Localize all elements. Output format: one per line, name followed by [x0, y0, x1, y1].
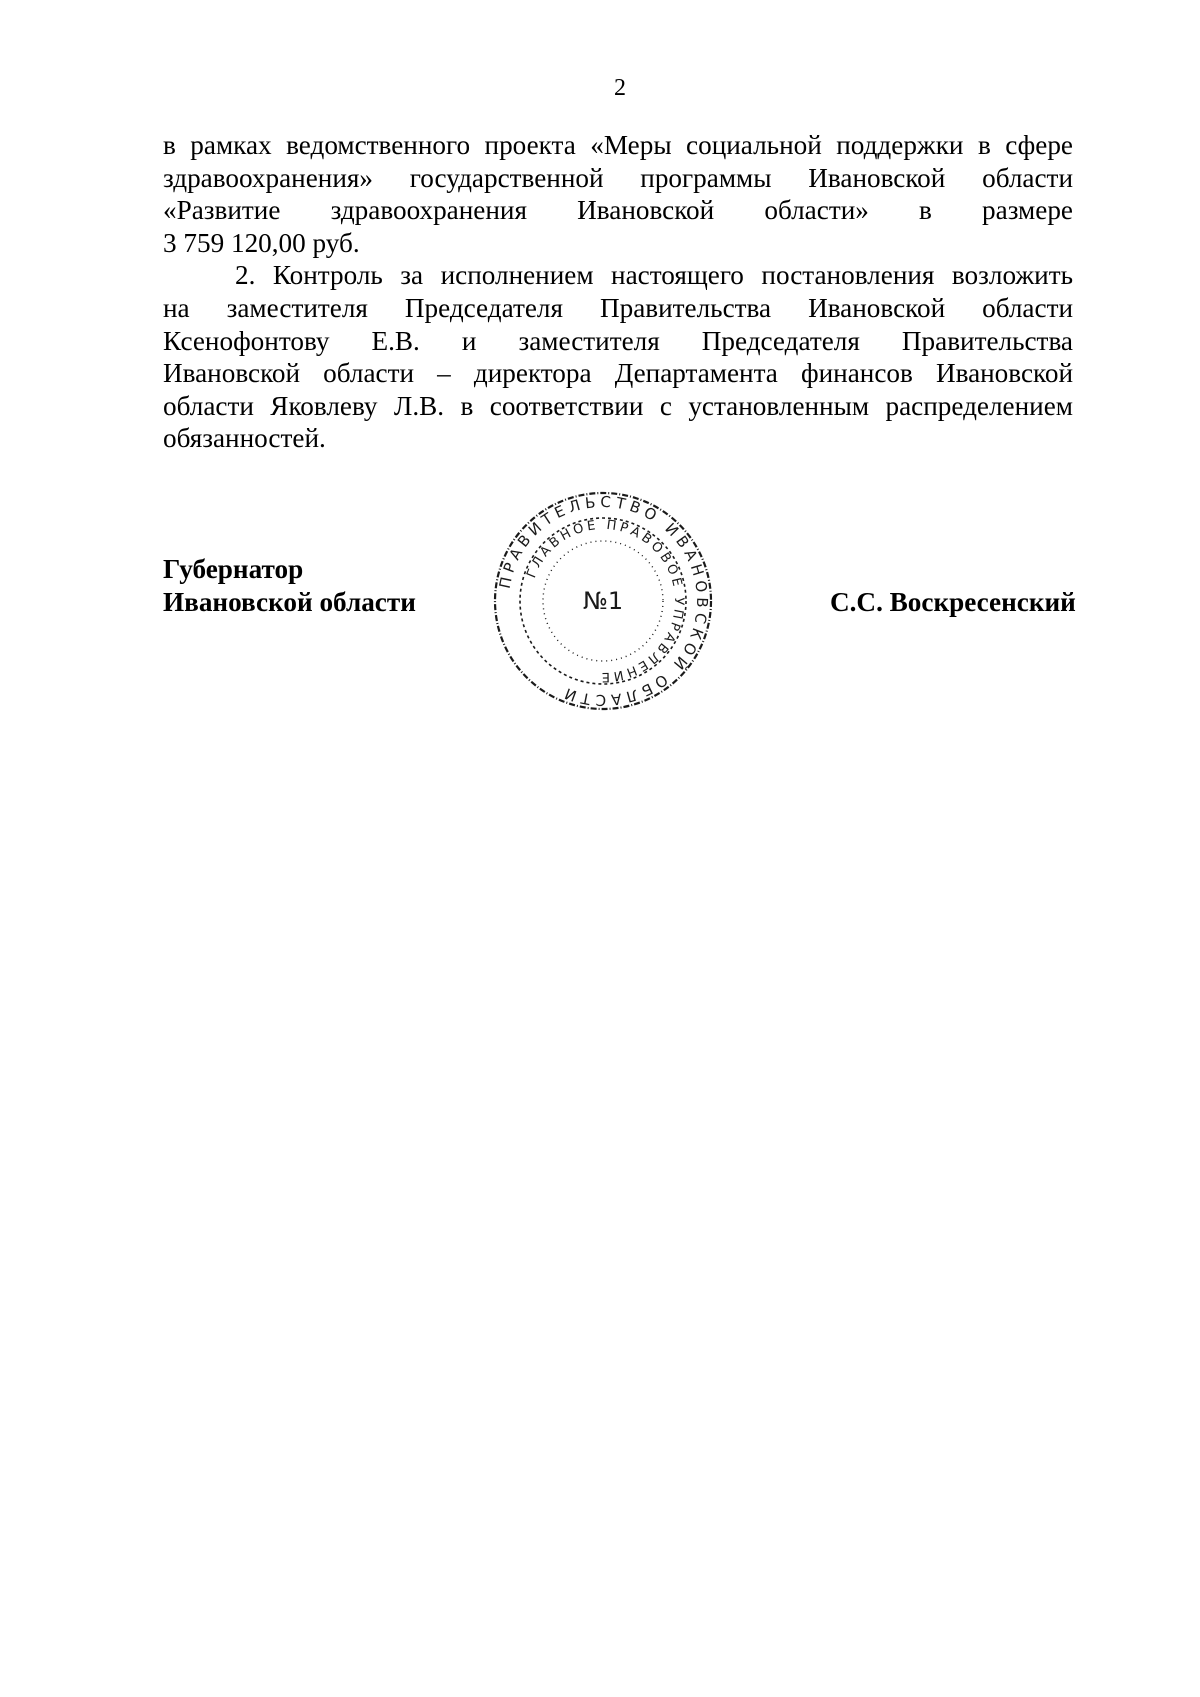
signature-position — [163, 553, 416, 618]
text-line: на заместителя Председателя Правительства Ивановской области — [163, 292, 1073, 323]
text-line: Ксенофонтову Е.В. и заместителя Председателя Правительства — [163, 325, 1073, 356]
text-line: области Яковлеву Л.В. в соответствии с установленным распределением — [163, 390, 1073, 421]
paragraph-control — [163, 259, 1073, 455]
text-line: обязанностей. — [163, 423, 326, 454]
text-line: 3 759 120,00 руб. — [163, 227, 360, 258]
text-line: здравоохранения» государственной программы Ивановской области — [163, 162, 1073, 193]
paragraph-funding — [163, 129, 1073, 259]
text-line: Ивановской области – директора Департамента финансов Ивановской — [163, 358, 1073, 389]
seal-outer-text: ПРАВИТЕЛЬСТВО ИВАНОВСКОЙ ОБЛАСТИ — [495, 492, 712, 710]
official-seal-stamp — [490, 488, 716, 714]
position-region: Ивановской области — [163, 586, 416, 617]
signer-name: С.С. Воскресенский — [830, 587, 1076, 617]
text-line: 2. Контроль за исполнением настоящего постановления возложить — [235, 260, 1073, 291]
seal-number: №1 — [582, 587, 624, 615]
position-title: Губернатор — [163, 554, 304, 584]
text-line: «Развитие здравоохранения Ивановской области» в размере — [163, 195, 1073, 226]
text-line: в рамках ведомственного проекта «Меры социальной поддержки в сфере — [163, 130, 1073, 160]
document-body — [163, 129, 1073, 455]
seal-inner-text: ГЛАВНОЕ ПРАВОВОЕ УПРАВЛЕНИЕ — [524, 517, 687, 685]
page-number: 2 — [614, 75, 626, 101]
